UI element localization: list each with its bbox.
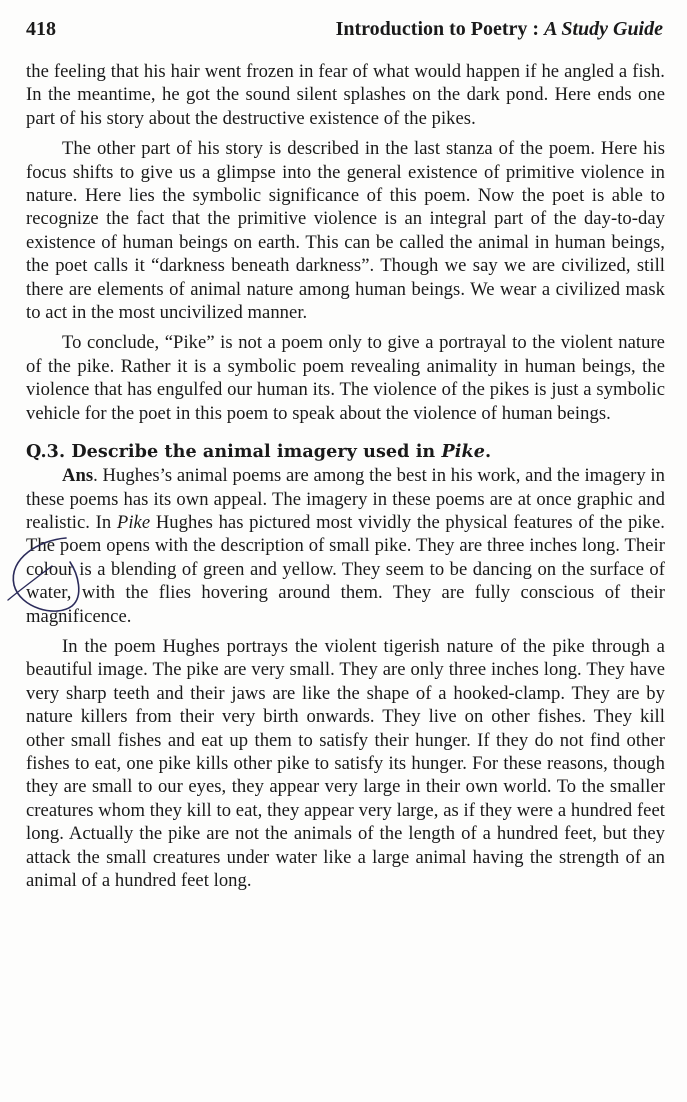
- paragraph-conclusion: To conclude, “Pike” is not a poem only to give a portrayal to the violent nature of the pike. Rather it is a symbolic poem revealing animality in human beings, the violence that has engulfed our human its. The violence of the pikes is just a symbolic vehicle for the poet in this poem to speak about the violence of human beings.: [26, 332, 665, 424]
- answer-paragraph: [26, 464, 665, 628]
- question-heading: [26, 440, 665, 464]
- paragraph-continuation: the feeling that his hair went frozen in fear of what would happen if he angled a fish. In the meantime, he got the sound silent splashes on the dark pond. Here ends one part of his story about the destructive existence of the pikes.: [26, 61, 665, 129]
- question-number: Q.3.: [26, 441, 66, 463]
- question-text: Describe the animal imagery used in: [71, 441, 442, 463]
- answer-text-part2: Hughes has pictured most vividly the physical features of the pike. The poem opens with the description of small pike. They are three inches long. Their colour is a blending of green and yellow. They seem to be dancing on the surface of water, with the flies hovering around them. They are fully conscious of their magnificence.: [26, 511, 666, 627]
- running-title-main: Introduction to Poetry :: [335, 18, 545, 40]
- paragraph-last-stanza: The other part of his story is described in the last stanza of the poem. Here his focus shifts to give us a glimpse into the general existence of primitive violence in nature. Here lies the symbolic significance of this poem. Now the poet is able to recognize the fact that the primitive violence is an integral part of the day-to-day existence of human beings on earth. This can be called the animal in human beings, the poet calls it “darkness beneath darkness”. Though we say we are civilized, still there are elements of animal nature among human beings. We wear a civilized mask to act in the most uncivilized manner.: [26, 138, 665, 324]
- question-end: .: [484, 441, 492, 463]
- page-body: [26, 60, 665, 892]
- running-title: [336, 18, 663, 41]
- answer-text-part1: . Hughes’s animal poems are among the best in his work, and the imagery in these poems has its own appeal. The imagery in these poems are at once graphic and realistic. In: [26, 465, 665, 533]
- page-header: [26, 18, 663, 48]
- question-title: Pike: [441, 441, 485, 463]
- paragraph-tigerish-nature: In the poem Hughes portrays the violent tigerish nature of the pike through a beautiful image. The pike are very small. They are only three inches long. They have very sharp teeth and their jaws are like the shape of a hooked-clamp. They are by nature killers from their very birth onwards. They live on other fishes. They kill other small fishes and eat up them to satisfy their hunger. If they do not find other fishes to eat, one pike kills other pike to satisfy its hunger. For these reasons, though they are small to our eyes, they appear very large in their own world. To the smaller creatures whom they kill to eat, they appear very large, as if they were a hundred feet long. Actually the pike are not the animals of the length of a hundred feet, but they attack the small creatures under water like a large animal having the strength of an animal of a hundred feet long.: [26, 635, 665, 891]
- running-title-subtitle: A Study Guide: [544, 18, 663, 40]
- page-number: 418: [26, 18, 56, 40]
- answer-italic-title: Pike: [116, 511, 151, 533]
- answer-label: Ans: [62, 465, 94, 487]
